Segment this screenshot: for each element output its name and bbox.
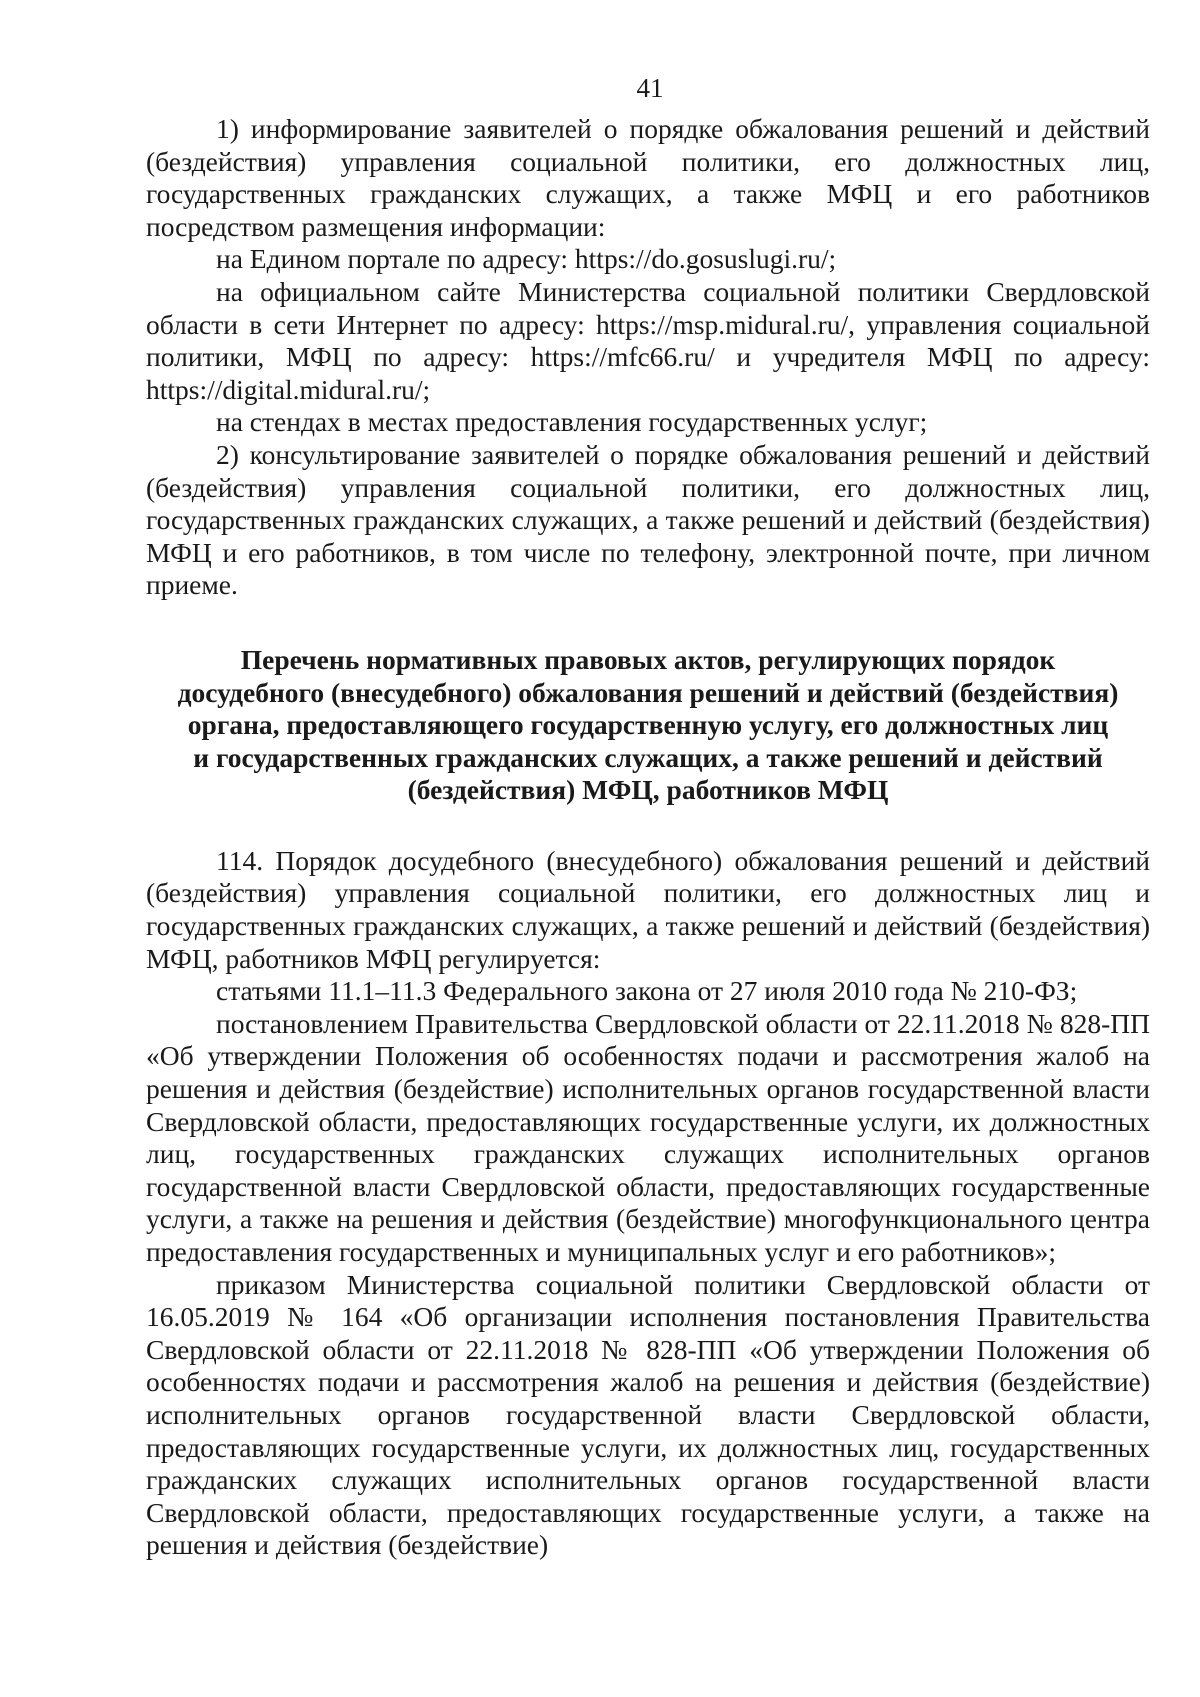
heading-line: досудебного (внесудебного) обжалования решений и действий (бездействия) — [177, 676, 1119, 708]
paragraph-official-website: на официальном сайте Министерства социальной политики Свердловской области в сети Интернет по адресу: https://msp.midural.ru/, управления социальной политики, МФЦ по адресу: https://mfc66.ru/ и учредителя МФЦ по адресу: https://digital.midural.ru/; — [146, 275, 1150, 405]
document-body — [146, 113, 1150, 1562]
heading-line: и государственных гражданских служащих, а также решений и действий — [193, 741, 1103, 773]
section-heading — [146, 644, 1150, 807]
paragraph-government-resolution: постановлением Правительства Свердловской области от 22.11.2018 № 828-ПП «Об утверждении Положения об особенностях подачи и рассмотрения жалоб на решения и действия (бездействие) исполнительных органов государственной власти Свердловской области, предоставляющих государственные услуги, их должностных лиц, государственных гражданских служащих исполнительных органов государственной власти Свердловской области, предоставляющих государственные услуги, а также на решения и действия (бездействие) многофункционального центра предоставления государственных и муниципальных услуг и его работников»; — [146, 1007, 1150, 1267]
heading-line: (бездействия) МФЦ, работников МФЦ — [407, 774, 889, 806]
paragraph-stands: на стендах в местах предоставления государственных услуг; — [216, 406, 928, 438]
paragraph-federal-law: статьями 11.1–11.3 Федерального закона от 27 июля 2010 года № 210-ФЗ; — [216, 975, 1078, 1007]
paragraph-informing: 1) информирование заявителей о порядке обжалования решений и действий (бездействия) управления социальной политики, его должностных лиц, государственных гражданских служащих, а также МФЦ и его работников посредством размещения информации: — [146, 113, 1150, 242]
heading-line: Перечень нормативных правовых актов, регулирующих порядок — [240, 643, 1056, 675]
heading-line: органа, предоставляющего государственную услугу, его должностных лиц — [187, 709, 1109, 741]
paragraph-unified-portal: на Едином портале по адресу: https://do.gosuslugi.ru/; — [216, 243, 837, 275]
page-number: 41 — [636, 73, 664, 103]
paragraph-consulting: 2) консультирование заявителей о порядке обжалования решений и действий (бездействия) управления социальной политики, его должностных лиц, государственных гражданских служащих, а также решений и действий (бездействия) МФЦ и его работников, в том числе по телефону, электронной почте, при личном приеме. — [146, 438, 1150, 601]
paragraph-ministry-order: приказом Министерства социальной политики Свердловской области от 16.05.2019 № 164 «Об организации исполнения постановления Правительства Свердловской области от 22.11.2018 № 828-ПП «Об утверждении Положения об особенностях подачи и рассмотрения жалоб на решения и действия (бездействие) исполнительных органов государственной власти Свердловской области, предоставляющих государственные услуги, их должностных лиц, государственных гражданских служащих исполнительных органов государственной власти Свердловской области, предоставляющих государственные услуги, а также на решения и действия (бездействие) — [146, 1268, 1150, 1561]
paragraph-114: 114. Порядок досудебного (внесудебного) обжалования решений и действий (бездействия) управления социальной политики, его должностных лиц и государственных гражданских служащих, а также решений и действий (бездействия) МФЦ, работников МФЦ регулируется: — [146, 844, 1150, 974]
